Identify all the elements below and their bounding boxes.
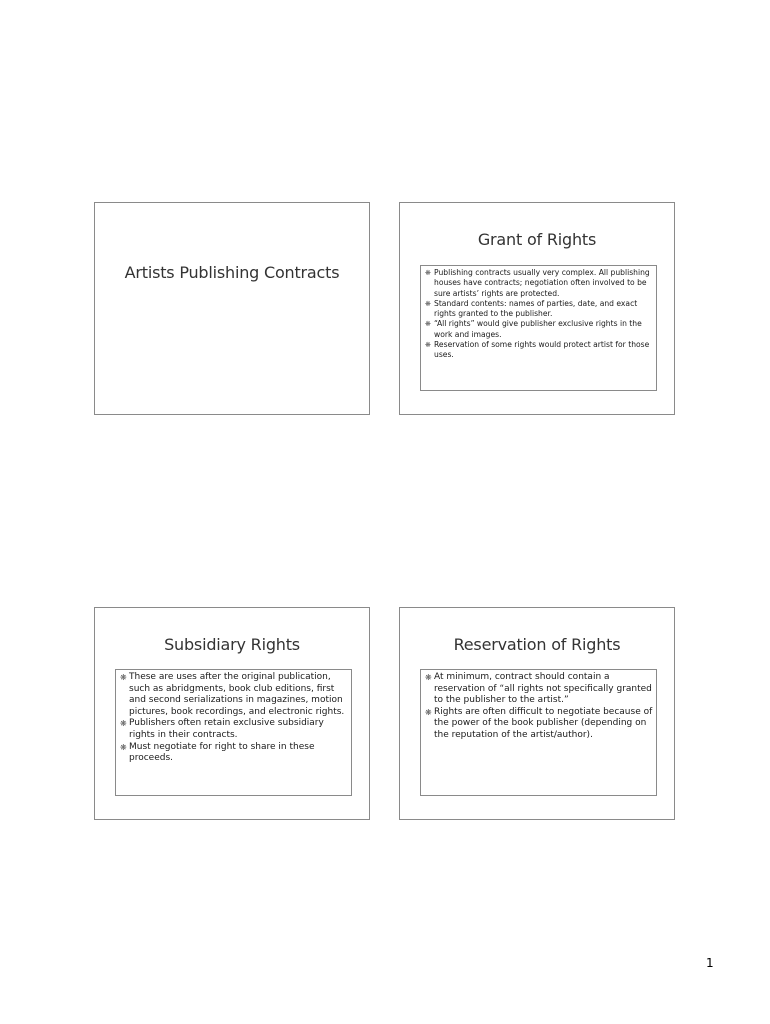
slide-1 (94, 202, 370, 415)
slide-2 (399, 202, 675, 415)
list-item: ❋ At minimum, contract should contain a reservation of “all rights not specifically granted to the publisher to the artist.” (425, 672, 652, 706)
content-box (420, 669, 657, 796)
list-item: ❋ Reservation of some rights would protect artist for those uses. (425, 340, 650, 360)
flower-bullet-icon: ❋ (425, 320, 431, 329)
list-item: ❋ Must negotiate for right to share in these proceeds. (120, 741, 315, 764)
list-item: ❋ Rights are often difficult to negotiate because of the power of the book publisher (depending on the reputation of the artist/author). (425, 706, 653, 740)
flower-bullet-icon: ❋ (425, 341, 431, 350)
slide-3 (94, 607, 370, 820)
page-number: 1 (706, 956, 714, 970)
content-box (420, 265, 657, 391)
slide-title: Grant of Rights (477, 230, 597, 249)
flower-bullet-icon: ❋ (425, 269, 431, 277)
flower-bullet-icon: ❋ (120, 719, 127, 729)
flower-bullet-icon: ❋ (120, 742, 127, 752)
slide-title: Artists Publishing Contracts (124, 263, 340, 282)
flower-bullet-icon: ❋ (120, 673, 127, 682)
list-item: ❋ These are uses after the original publication, such as abridgments, book club editions, first and second serializations in magazines, motion pictures, book recordings, and electronic rights. (120, 672, 345, 717)
list-item: ❋ Publishing contracts usually very complex. All publishing houses have contracts; negotiation often involved to be sure artists’ rights are protected. (425, 268, 650, 298)
content-box (115, 669, 352, 796)
flower-bullet-icon: ❋ (425, 707, 432, 717)
slide-title: Subsidiary Rights (164, 635, 300, 654)
slide-title: Reservation of Rights (453, 635, 621, 654)
list-item: ❋ “All rights” would give publisher exclusive rights in the work and images. (425, 319, 642, 339)
flower-bullet-icon: ❋ (425, 299, 431, 308)
flower-bullet-icon: ❋ (425, 673, 432, 682)
bullet-list (425, 672, 653, 742)
bullet-list (120, 672, 348, 765)
bullet-list (425, 268, 653, 361)
list-item: ❋ Standard contents: names of parties, date, and exact rights granted to the publisher. (425, 298, 638, 319)
list-item: ❋ Publishers often retain exclusive subsidiary rights in their contracts. (120, 718, 324, 740)
slide-4 (399, 607, 675, 820)
